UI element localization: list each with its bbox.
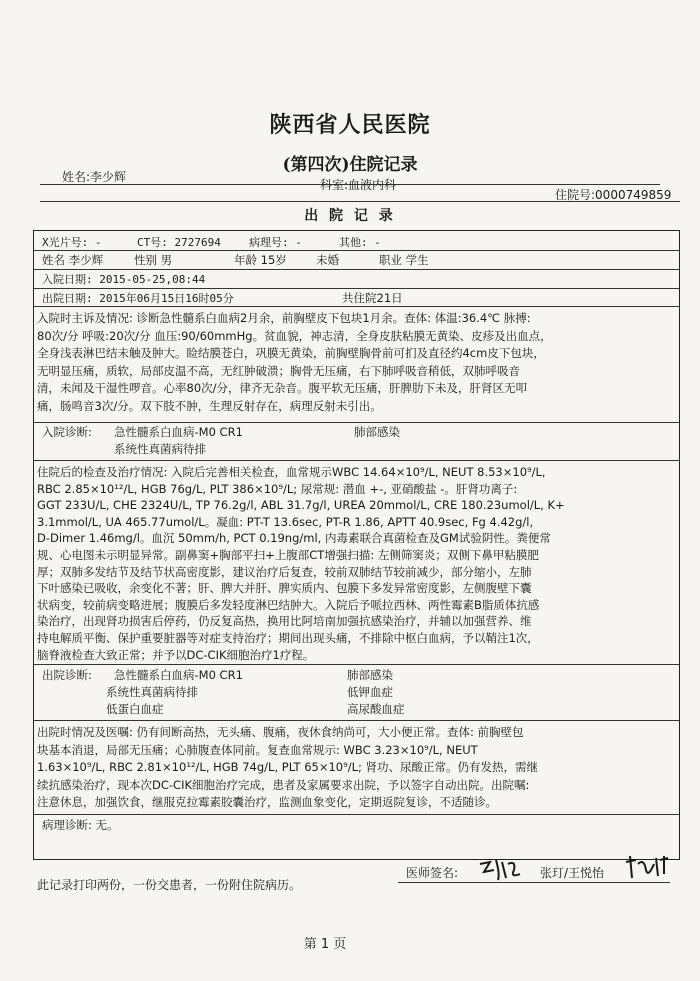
treatment-line: 3.1mmol/L, UA 465.77umol/L。凝血: PT-T 13.6sec, PT-R 1.86, APTT 40.9sec, Fg 4.42g/l, xyxy=(37,514,534,529)
treatment-line: D-Dimer 1.46mg/l。血沉 50mm/h, PCT 0.19ng/ml, 内毒素联合真菌检查及GM试验阴性。粪便常 xyxy=(37,531,551,546)
treatment-line: GGT 233U/L, CHE 2324U/L, TP 76.2g/l, ABL 31.7g/l, UREA 20mmol/L, CRE 180.23umol/L, K+ xyxy=(37,498,565,513)
chief-complaint-section xyxy=(34,307,679,423)
discharge-diagnosis-item: 低蛋白血症 xyxy=(106,702,164,716)
patient-age: 年龄 15岁 xyxy=(234,253,287,267)
treatment-line: RBC 2.85×10¹²/L, HGB 76g/L, PLT 386×10⁹/L; 尿常规: 潜血 +-, 亚硝酸盐 -。肝肾功离子: xyxy=(37,481,518,496)
treatment-section xyxy=(34,461,679,665)
discharge-diagnosis-section xyxy=(34,665,679,721)
treatment-line: 住院后的检查及治疗情况: 入院后完善相关检查，血常规示WBC 14.64×10⁹/L, NEUT 8.53×10⁹/L, xyxy=(37,465,546,479)
chief-complaint-line: 无明显压痛，质软，局部皮温不高，无红肿破溃；胸骨无压痛，右下肺呼吸音稍低，双肺呼吸音 xyxy=(37,363,520,378)
treatment-line: 规、心电图未示明显异常。副鼻窦+胸部平扫+上腹部CT增强扫描: 左侧筛窦炎；双侧下鼻甲粘膜肥 xyxy=(37,547,539,562)
discharge-diagnosis-item: 高尿酸血症 xyxy=(347,702,405,716)
pathology-number: 病理号: - xyxy=(249,236,302,249)
admit-diagnosis-item: 急性髓系白血病-M0 CR1 xyxy=(114,425,243,439)
patient-sex: 性别 男 xyxy=(134,253,173,267)
pathology-diagnosis: 病理诊断: 无。 xyxy=(42,818,119,832)
discharge-line: 续抗感染治疗，现本次DC-CIK细胞治疗完成，患者及家属要求出院，予以签字自动出院。出院嘱: xyxy=(37,777,530,792)
discharge-line: 块基本消退，局部无压痛；心肺腹查体同前。复查血常规示: WBC 3.23×10⁹/L, NEUT xyxy=(37,742,478,757)
doctor-names: 张玎/王悦怡 xyxy=(540,866,605,880)
chief-complaint-line: 痛，肠鸣音3次/分。双下肢不肿，生理反射存在，病理反射未引出。 xyxy=(37,398,382,413)
discharge-line: 注意休息，加强饮食，继服克拉霉素胶囊治疗，监测血象变化，定期返院复诊，不适随诊。 xyxy=(37,795,497,809)
treatment-line: 脑脊液检查大致正常；并予以DC-CIK细胞治疗1疗程。 xyxy=(37,647,315,662)
admit-date: 入院日期: 2015-05-25,08:44 xyxy=(42,273,206,286)
occupation: 职业 学生 xyxy=(379,253,429,267)
stay-length: 共住院21日 xyxy=(342,291,403,305)
patient-name: 姓名 李少辉 xyxy=(42,253,104,267)
ct-number: CT号: 2727694 xyxy=(137,236,221,249)
discharge-line: 1.63×10⁹/L, RBC 2.81×10¹²/L, HGB 74g/L, PLT 65×10⁹/L; 肾功、尿酸正常。仍有发热，需继 xyxy=(37,760,539,774)
print-note: 此记录打印两份，一份交患者，一份附住院病历。 xyxy=(37,878,302,892)
chief-complaint-line: 入院时主诉及情况: 诊断急性髓系白血病2月余，前胸壁皮下包块1月余。查体: 体温:36.4℃ 脉搏: xyxy=(37,311,531,325)
xray-number: X光片号: - xyxy=(42,236,102,249)
section-title: 出 院 记 录 xyxy=(304,208,396,224)
treatment-line: 持电解质平衡、保护重要脏器等对症支持治疗；期间出现头痛，不排除中枢白血病，予以鞘注1次， xyxy=(37,630,539,645)
record-table xyxy=(33,230,680,860)
info-row-admit xyxy=(34,270,679,289)
treatment-line: 厚；双肺多发结节及结节状高密度影，建议治疗后复查，较前双肺结节较前减少，部分缩小，左肺 xyxy=(37,564,532,579)
info-row-discharge xyxy=(34,289,679,307)
chief-complaint-line: 80次/分 呼吸:20次/分 血压:90/60mmHg。贫血貌，神志清，全身皮肤粘膜无黄染、皮疹及出血点， xyxy=(37,328,552,343)
chief-complaint-line: 全身浅表淋巴结未触及肿大。睑结膜苍白，巩膜无黄染，前胸壁胸骨前可扪及直径约4cm皮下包块， xyxy=(37,346,545,360)
department-header: 科室:血液内科 xyxy=(320,178,397,192)
page-number: 第 1 页 xyxy=(303,937,347,952)
admit-diagnosis-section xyxy=(34,423,679,461)
info-row-ids xyxy=(34,234,679,251)
other-number: 其他: - xyxy=(339,236,381,249)
discharge-diagnosis-item: 低钾血症 xyxy=(347,685,393,699)
signature-scribble-1 xyxy=(476,856,536,884)
discharge-diagnosis-item: 肺部感染 xyxy=(347,668,393,682)
admit-diagnosis-label: 入院诊断: xyxy=(42,425,92,439)
treatment-line: 染治疗，出现肾功损害后停药，仍反复高热，换用比阿培南加强抗感染治疗，并辅以加强营养、维 xyxy=(37,614,532,629)
treatment-line: 下叶感染已吸收，余变化不著；肝、脾大并肝、脾实质内、包膜下多发异常密度影，左侧腹壁下囊 xyxy=(37,581,532,596)
patient-name-header: 姓名:李少辉 xyxy=(62,170,127,184)
doctor-sign-label: 医师签名: xyxy=(406,866,459,880)
admit-diagnosis-item: 肺部感染 xyxy=(354,425,400,439)
hospital-name: 陕西省人民医院 xyxy=(269,112,431,138)
signature-scribble-2 xyxy=(624,852,670,882)
discharge-condition-section xyxy=(34,721,679,815)
discharge-date: 出院日期: 2015年06月15日16时05分 xyxy=(42,292,234,305)
header-divider-bottom xyxy=(40,201,680,202)
discharge-line: 出院时情况及医嘱: 仍有间断高热，无头痛、腹痛，夜休食纳尚可，大小便正常。查体: 前胸壁包 xyxy=(37,725,524,739)
discharge-diagnosis-label: 出院诊断: xyxy=(42,668,92,682)
info-row-patient xyxy=(34,251,679,270)
marital-status: 未婚 xyxy=(316,253,339,267)
admit-diagnosis-item: 系统性真菌病待排 xyxy=(114,442,206,456)
pathology-diagnosis-section xyxy=(34,815,679,837)
chief-complaint-line: 清，未闻及干湿性啰音。心率80次/分，律齐无杂音。腹平软无压痛，肝脾肋下未及，肝肾区无叩 xyxy=(37,381,528,395)
discharge-diagnosis-item: 急性髓系白血病-M0 CR1 xyxy=(114,668,243,682)
treatment-line: 状病变，较前病变略进展；腹膜后多发轻度淋巴结肿大。入院后予哌拉西林、两性霉素B脂质体抗感 xyxy=(37,597,540,612)
record-title: (第四次)住院记录 xyxy=(282,155,418,175)
discharge-diagnosis-item: 系统性真菌病待排 xyxy=(106,685,198,699)
admission-number: 住院号:0000749859 xyxy=(555,188,672,202)
